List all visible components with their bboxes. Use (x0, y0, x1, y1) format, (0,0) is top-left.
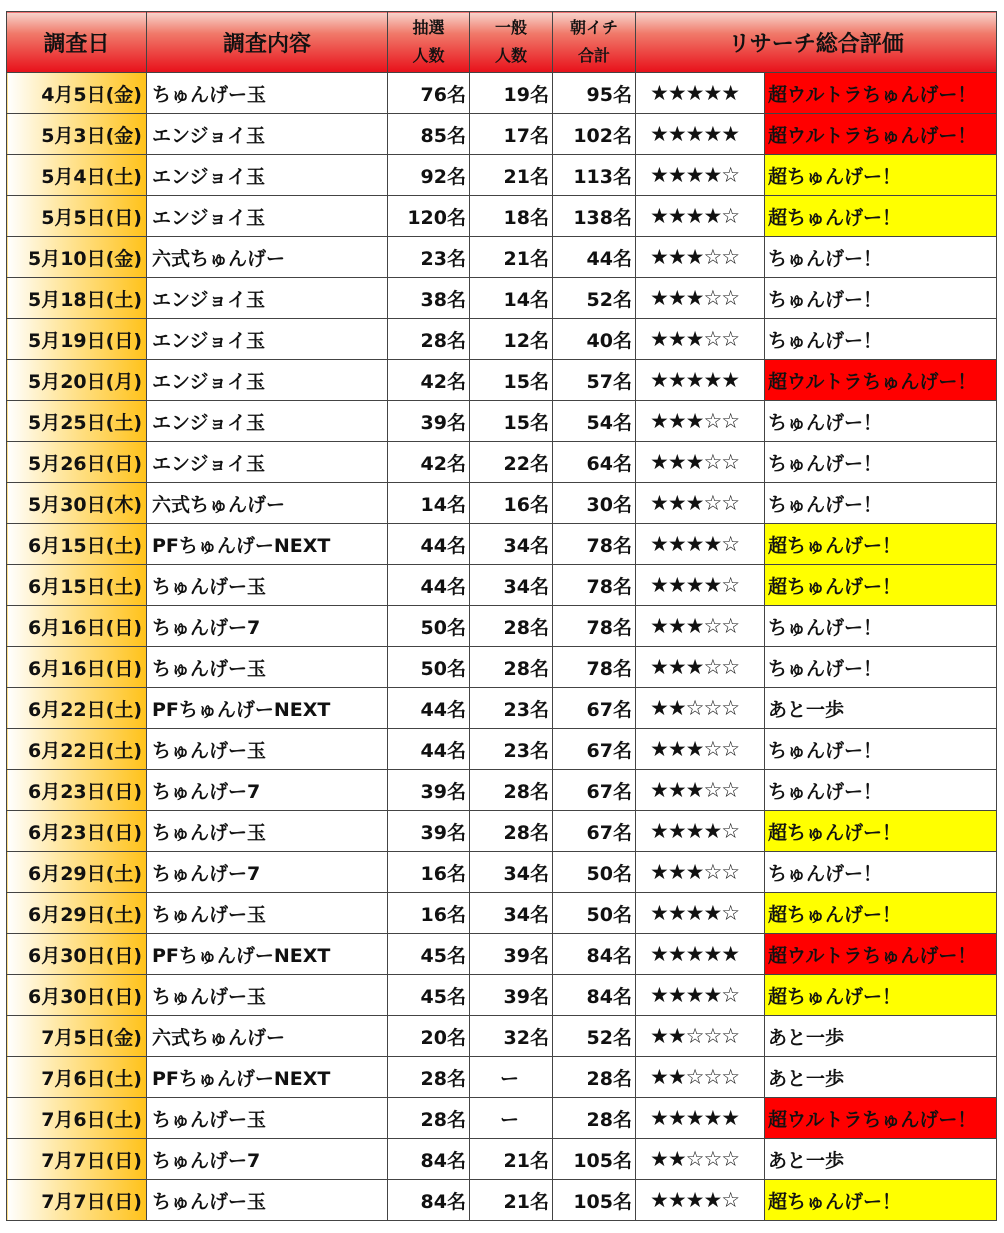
lottery-count-cell: 28名 (388, 319, 470, 360)
date-cell: 6月22日(土) (7, 688, 147, 729)
star-rating: ★★★★★ (636, 114, 765, 155)
table-row (7, 606, 997, 647)
lottery-count-cell: 39名 (388, 811, 470, 852)
content-cell: エンジョイ玉 (147, 196, 388, 237)
verdict-cell: ちゅんげー！ (765, 237, 997, 278)
content-cell: ちゅんげー7 (147, 852, 388, 893)
verdict-cell: 超ちゅんげー！ (765, 975, 997, 1016)
verdict-cell: ちゅんげー！ (765, 729, 997, 770)
date-cell: 5月18日(土) (7, 278, 147, 319)
verdict-cell: 超ちゅんげー！ (765, 893, 997, 934)
verdict-cell: 超ウルトラちゅんげー！ (765, 114, 997, 155)
morning-total-cell: 78名 (553, 606, 636, 647)
lottery-count-cell: 28名 (388, 1098, 470, 1139)
verdict-cell: 超ウルトラちゅんげー！ (765, 934, 997, 975)
lottery-count-cell: 16名 (388, 893, 470, 934)
star-rating: ★★★☆☆ (636, 647, 765, 688)
table-row (7, 811, 997, 852)
lottery-count-cell: 44名 (388, 688, 470, 729)
content-cell: エンジョイ玉 (147, 114, 388, 155)
content-cell: エンジョイ玉 (147, 442, 388, 483)
lottery-count-cell: 85名 (388, 114, 470, 155)
content-cell: ちゅんげー7 (147, 1139, 388, 1180)
date-cell: 6月15日(土) (7, 565, 147, 606)
lottery-count-cell: 38名 (388, 278, 470, 319)
star-rating: ★★★☆☆ (636, 852, 765, 893)
star-rating: ★★★☆☆ (636, 319, 765, 360)
morning-total-cell: 102名 (553, 114, 636, 155)
morning-total-cell: 78名 (553, 565, 636, 606)
date-cell: 6月29日(土) (7, 852, 147, 893)
verdict-cell: 超ちゅんげー！ (765, 811, 997, 852)
table-row (7, 1016, 997, 1057)
content-cell: ちゅんげー玉 (147, 893, 388, 934)
header-lottery (388, 12, 470, 73)
lottery-count-cell: 28名 (388, 1057, 470, 1098)
table-row (7, 319, 997, 360)
date-cell: 6月15日(土) (7, 524, 147, 565)
header-morning-line2: 合計 (577, 46, 610, 65)
content-cell: PFちゅんげーNEXT (147, 688, 388, 729)
verdict-cell: 超ちゅんげー！ (765, 196, 997, 237)
morning-total-cell: 67名 (553, 688, 636, 729)
content-cell: ちゅんげー玉 (147, 73, 388, 114)
lottery-count-cell: 42名 (388, 442, 470, 483)
header-lottery-line1: 抽選 (412, 18, 445, 37)
general-count-cell: 15名 (470, 360, 553, 401)
header-content: 調査内容 (147, 12, 388, 73)
star-rating: ★★★☆☆ (636, 483, 765, 524)
content-cell: ちゅんげー玉 (147, 1180, 388, 1221)
morning-total-cell: 52名 (553, 1016, 636, 1057)
general-count-cell: 34名 (470, 852, 553, 893)
table-row (7, 73, 997, 114)
star-rating: ★★★★★ (636, 934, 765, 975)
general-count-cell: 34名 (470, 524, 553, 565)
verdict-cell: ちゅんげー！ (765, 647, 997, 688)
verdict-cell: 超ちゅんげー！ (765, 565, 997, 606)
content-cell: ちゅんげー玉 (147, 729, 388, 770)
verdict-cell: 超ウルトラちゅんげー！ (765, 360, 997, 401)
general-count-cell: 12名 (470, 319, 553, 360)
lottery-count-cell: 44名 (388, 565, 470, 606)
general-count-cell: 21名 (470, 237, 553, 278)
table-row (7, 155, 997, 196)
date-cell: 5月5日(日) (7, 196, 147, 237)
table-row (7, 442, 997, 483)
morning-total-cell: 67名 (553, 770, 636, 811)
date-cell: 5月19日(日) (7, 319, 147, 360)
star-rating: ★★☆☆☆ (636, 688, 765, 729)
morning-total-cell: 64名 (553, 442, 636, 483)
lottery-count-cell: 42名 (388, 360, 470, 401)
verdict-cell: 超ウルトラちゅんげー！ (765, 73, 997, 114)
lottery-count-cell: 16名 (388, 852, 470, 893)
star-rating: ★★★☆☆ (636, 442, 765, 483)
star-rating: ★★★★☆ (636, 196, 765, 237)
lottery-count-cell: 76名 (388, 73, 470, 114)
star-rating: ★★★★★ (636, 360, 765, 401)
lottery-count-cell: 45名 (388, 934, 470, 975)
content-cell: エンジョイ玉 (147, 155, 388, 196)
star-rating: ★★★☆☆ (636, 606, 765, 647)
morning-total-cell: 44名 (553, 237, 636, 278)
star-rating: ★★★★☆ (636, 811, 765, 852)
lottery-count-cell: 45名 (388, 975, 470, 1016)
general-count-cell: 15名 (470, 401, 553, 442)
table-row (7, 483, 997, 524)
header-morning-line1: 朝イチ (569, 18, 618, 37)
table-row (7, 360, 997, 401)
lottery-count-cell: 84名 (388, 1180, 470, 1221)
general-count-cell: 21名 (470, 1180, 553, 1221)
content-cell: エンジョイ玉 (147, 401, 388, 442)
content-cell: PFちゅんげーNEXT (147, 934, 388, 975)
content-cell: PFちゅんげーNEXT (147, 1057, 388, 1098)
star-rating: ★★★★☆ (636, 1180, 765, 1221)
header-evaluation: リサーチ総合評価 (636, 12, 997, 73)
table-row (7, 934, 997, 975)
lottery-count-cell: 50名 (388, 647, 470, 688)
header-date: 調査日 (7, 12, 147, 73)
table-row (7, 237, 997, 278)
lottery-count-cell: 84名 (388, 1139, 470, 1180)
morning-total-cell: 52名 (553, 278, 636, 319)
star-rating: ★★★★★ (636, 1098, 765, 1139)
morning-total-cell: 84名 (553, 934, 636, 975)
general-count-cell: 34名 (470, 893, 553, 934)
general-count-cell: 28名 (470, 647, 553, 688)
date-cell: 7月7日(日) (7, 1180, 147, 1221)
morning-total-cell: 105名 (553, 1139, 636, 1180)
research-table (6, 11, 997, 1221)
table-row (7, 1180, 997, 1221)
general-count-cell: 39名 (470, 975, 553, 1016)
header-lottery-line2: 人数 (412, 46, 445, 65)
header-general (470, 12, 553, 73)
date-cell: 4月5日(金) (7, 73, 147, 114)
date-cell: 7月5日(金) (7, 1016, 147, 1057)
lottery-count-cell: 92名 (388, 155, 470, 196)
header-general-line1: 一般 (494, 18, 527, 37)
verdict-cell: ちゅんげー！ (765, 852, 997, 893)
morning-total-cell: 84名 (553, 975, 636, 1016)
content-cell: ちゅんげー玉 (147, 565, 388, 606)
verdict-cell: あと一歩 (765, 688, 997, 729)
verdict-cell: ちゅんげー！ (765, 278, 997, 319)
star-rating: ★★★☆☆ (636, 729, 765, 770)
verdict-cell: 超ちゅんげー！ (765, 1180, 997, 1221)
content-cell: エンジョイ玉 (147, 278, 388, 319)
date-cell: 6月16日(日) (7, 606, 147, 647)
content-cell: ちゅんげー玉 (147, 975, 388, 1016)
date-cell: 5月4日(土) (7, 155, 147, 196)
date-cell: 5月25日(土) (7, 401, 147, 442)
general-count-cell: 21名 (470, 155, 553, 196)
content-cell: 六式ちゅんげー (147, 1016, 388, 1057)
table-row (7, 524, 997, 565)
general-count-cell: 21名 (470, 1139, 553, 1180)
verdict-cell: あと一歩 (765, 1016, 997, 1057)
content-cell: 六式ちゅんげー (147, 483, 388, 524)
date-cell: 6月30日(日) (7, 934, 147, 975)
morning-total-cell: 67名 (553, 811, 636, 852)
date-cell: 7月7日(日) (7, 1139, 147, 1180)
date-cell: 6月16日(日) (7, 647, 147, 688)
table-row (7, 1057, 997, 1098)
morning-total-cell: 40名 (553, 319, 636, 360)
header-morning (553, 12, 636, 73)
content-cell: ちゅんげー7 (147, 606, 388, 647)
general-count-cell: 17名 (470, 114, 553, 155)
verdict-cell: ちゅんげー！ (765, 606, 997, 647)
morning-total-cell: 67名 (553, 729, 636, 770)
table-row (7, 688, 997, 729)
morning-total-cell: 50名 (553, 893, 636, 934)
star-rating: ★★☆☆☆ (636, 1139, 765, 1180)
morning-total-cell: 28名 (553, 1098, 636, 1139)
content-cell: ちゅんげー玉 (147, 1098, 388, 1139)
general-count-cell: 18名 (470, 196, 553, 237)
table-row (7, 729, 997, 770)
lottery-count-cell: 44名 (388, 729, 470, 770)
general-count-cell: 16名 (470, 483, 553, 524)
general-count-cell: 39名 (470, 934, 553, 975)
verdict-cell: 超ちゅんげー！ (765, 155, 997, 196)
date-cell: 5月3日(金) (7, 114, 147, 155)
general-count-cell: 22名 (470, 442, 553, 483)
star-rating: ★★☆☆☆ (636, 1057, 765, 1098)
morning-total-cell: 28名 (553, 1057, 636, 1098)
lottery-count-cell: 50名 (388, 606, 470, 647)
morning-total-cell: 78名 (553, 647, 636, 688)
lottery-count-cell: 14名 (388, 483, 470, 524)
star-rating: ★★★★☆ (636, 524, 765, 565)
general-count-cell: 23名 (470, 729, 553, 770)
date-cell: 5月10日(金) (7, 237, 147, 278)
content-cell: エンジョイ玉 (147, 319, 388, 360)
verdict-cell: 超ちゅんげー！ (765, 524, 997, 565)
table-row (7, 401, 997, 442)
star-rating: ★★☆☆☆ (636, 1016, 765, 1057)
morning-total-cell: 138名 (553, 196, 636, 237)
content-cell: 六式ちゅんげー (147, 237, 388, 278)
lottery-count-cell: 20名 (388, 1016, 470, 1057)
general-count-cell: 34名 (470, 565, 553, 606)
star-rating: ★★★☆☆ (636, 770, 765, 811)
table-row (7, 114, 997, 155)
morning-total-cell: 54名 (553, 401, 636, 442)
star-rating: ★★★☆☆ (636, 278, 765, 319)
verdict-cell: 超ウルトラちゅんげー！ (765, 1098, 997, 1139)
table-row (7, 1139, 997, 1180)
table-row (7, 1098, 997, 1139)
general-count-cell: 23名 (470, 688, 553, 729)
general-count-cell: 28名 (470, 606, 553, 647)
date-cell: 7月6日(土) (7, 1098, 147, 1139)
morning-total-cell: 78名 (553, 524, 636, 565)
lottery-count-cell: 39名 (388, 401, 470, 442)
table-row (7, 278, 997, 319)
verdict-cell: ちゅんげー！ (765, 319, 997, 360)
date-cell: 7月6日(土) (7, 1057, 147, 1098)
verdict-cell: あと一歩 (765, 1057, 997, 1098)
content-cell: ちゅんげー玉 (147, 647, 388, 688)
content-cell: ちゅんげー玉 (147, 811, 388, 852)
morning-total-cell: 50名 (553, 852, 636, 893)
lottery-count-cell: 44名 (388, 524, 470, 565)
star-rating: ★★★★★ (636, 73, 765, 114)
table-row (7, 565, 997, 606)
date-cell: 6月30日(日) (7, 975, 147, 1016)
content-cell: ちゅんげー7 (147, 770, 388, 811)
morning-total-cell: 95名 (553, 73, 636, 114)
star-rating: ★★★★☆ (636, 565, 765, 606)
header-general-line2: 人数 (494, 46, 527, 65)
lottery-count-cell: 23名 (388, 237, 470, 278)
header-row (7, 12, 997, 73)
general-count-cell: 32名 (470, 1016, 553, 1057)
date-cell: 5月20日(月) (7, 360, 147, 401)
content-cell: PFちゅんげーNEXT (147, 524, 388, 565)
table-row (7, 196, 997, 237)
table-row (7, 647, 997, 688)
morning-total-cell: 57名 (553, 360, 636, 401)
date-cell: 6月23日(日) (7, 811, 147, 852)
verdict-cell: ちゅんげー！ (765, 770, 997, 811)
table-row (7, 770, 997, 811)
table-row (7, 975, 997, 1016)
date-cell: 6月29日(土) (7, 893, 147, 934)
morning-total-cell: 30名 (553, 483, 636, 524)
content-cell: エンジョイ玉 (147, 360, 388, 401)
table-row (7, 893, 997, 934)
general-count-cell: 28名 (470, 811, 553, 852)
general-count-cell: ー (470, 1098, 553, 1139)
morning-total-cell: 113名 (553, 155, 636, 196)
general-count-cell: ー (470, 1057, 553, 1098)
date-cell: 6月23日(日) (7, 770, 147, 811)
star-rating: ★★★★☆ (636, 155, 765, 196)
star-rating: ★★★☆☆ (636, 237, 765, 278)
general-count-cell: 19名 (470, 73, 553, 114)
verdict-cell: ちゅんげー！ (765, 483, 997, 524)
date-cell: 5月30日(木) (7, 483, 147, 524)
date-cell: 6月22日(土) (7, 729, 147, 770)
morning-total-cell: 105名 (553, 1180, 636, 1221)
lottery-count-cell: 39名 (388, 770, 470, 811)
verdict-cell: ちゅんげー！ (765, 442, 997, 483)
star-rating: ★★★★☆ (636, 893, 765, 934)
table-row (7, 852, 997, 893)
table-body (7, 73, 997, 1221)
star-rating: ★★★☆☆ (636, 401, 765, 442)
general-count-cell: 28名 (470, 770, 553, 811)
lottery-count-cell: 120名 (388, 196, 470, 237)
date-cell: 5月26日(日) (7, 442, 147, 483)
verdict-cell: あと一歩 (765, 1139, 997, 1180)
verdict-cell: ちゅんげー！ (765, 401, 997, 442)
general-count-cell: 14名 (470, 278, 553, 319)
star-rating: ★★★★☆ (636, 975, 765, 1016)
